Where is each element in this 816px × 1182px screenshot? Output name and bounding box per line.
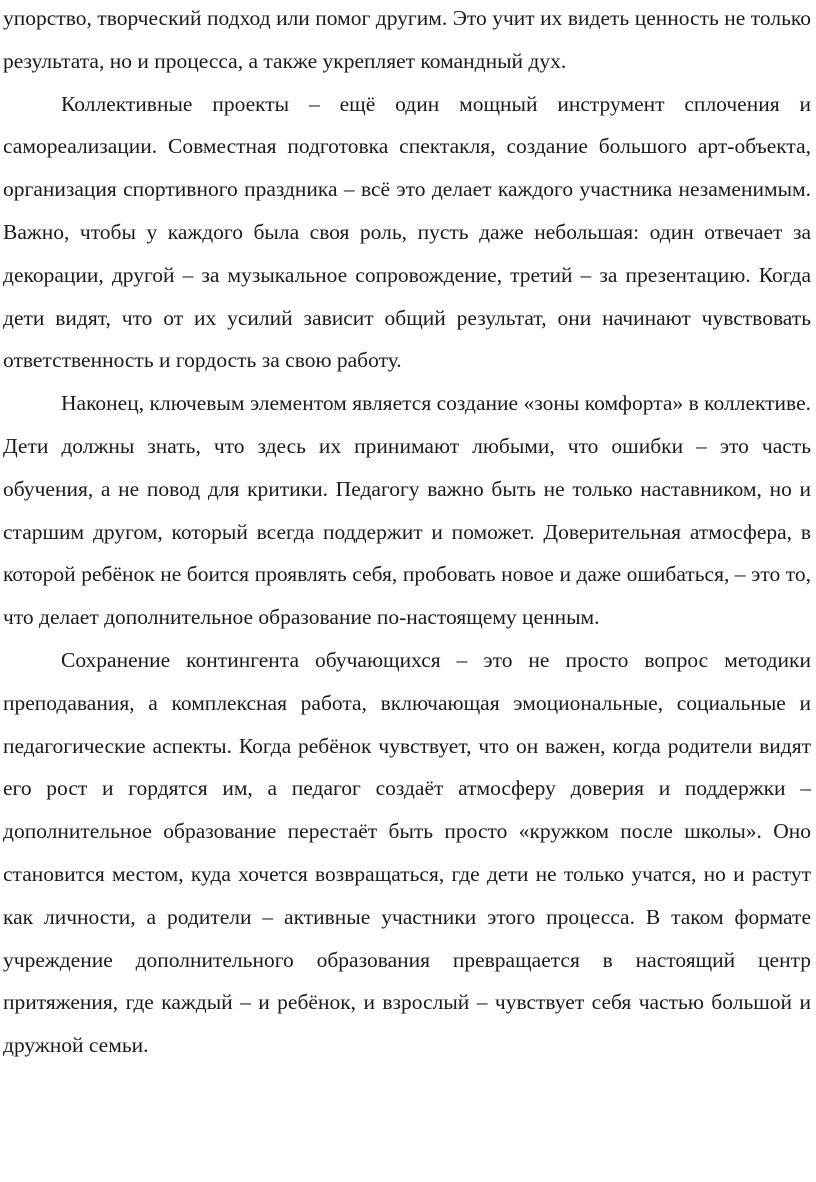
paragraph-comfort-zone: Наконец, ключевым элементом является создание «зоны комфорта» в коллективе. Дети должны знать, что здесь их принимают любыми, что ошибки – это часть обучения, а не повод для критики. Педагогу важно быть не только наставником, но и старшим другом, который всегда поддержит и поможет. Доверительная атмосфера, в которой ребёнок не боится проявлять себя, пробовать новое и даже ошибаться, – это то, что делает дополнительное образование по-настоящему ценным. (3, 391, 811, 630)
document-page (3, 0, 811, 1182)
paragraph-conclusion: Сохранение контингента обучающихся – это не просто вопрос методики преподавания, а комплексная работа, включающая эмоциональные, социальные и педагогические аспекты. Когда ребёнок чувствует, что он важен, когда родители видят его рост и гордятся им, а педагог создаёт атмосферу доверия и поддержки – дополнительное образование перестаёт быть просто «кружком после школы». Оно становится местом, куда хочется возвращаться, где дети не только учатся, но и растут как личности, а родители – активные участники этого процесса. В таком формате учреждение дополнительного образования превращается в настоящий центр притяжения, где каждый – и ребёнок, и взрослый – чувствует себя частью большой и дружной семьи. (3, 647, 811, 1058)
document-body (3, 0, 811, 1067)
paragraph-collective-projects: Коллективные проекты – ещё один мощный инструмент сплочения и самореализации. Совместная подготовка спектакля, создание большого арт-объекта, организация спортивного праздника – всё это делает каждого участника незаменимым. Важно, чтобы у каждого была своя роль, пусть даже небольшая: один отвечает за декорации, другой – за музыкальное сопровождение, третий – за презентацию. Когда дети видят, что от их усилий зависит общий результат, они начинают чувствовать ответственность и гордость за свою работу. (3, 91, 811, 373)
paragraph-continued: упорство, творческий подход или помог другим. Это учит их видеть ценность не только результата, но и процесса, а также укрепляет командный дух. (3, 6, 811, 73)
